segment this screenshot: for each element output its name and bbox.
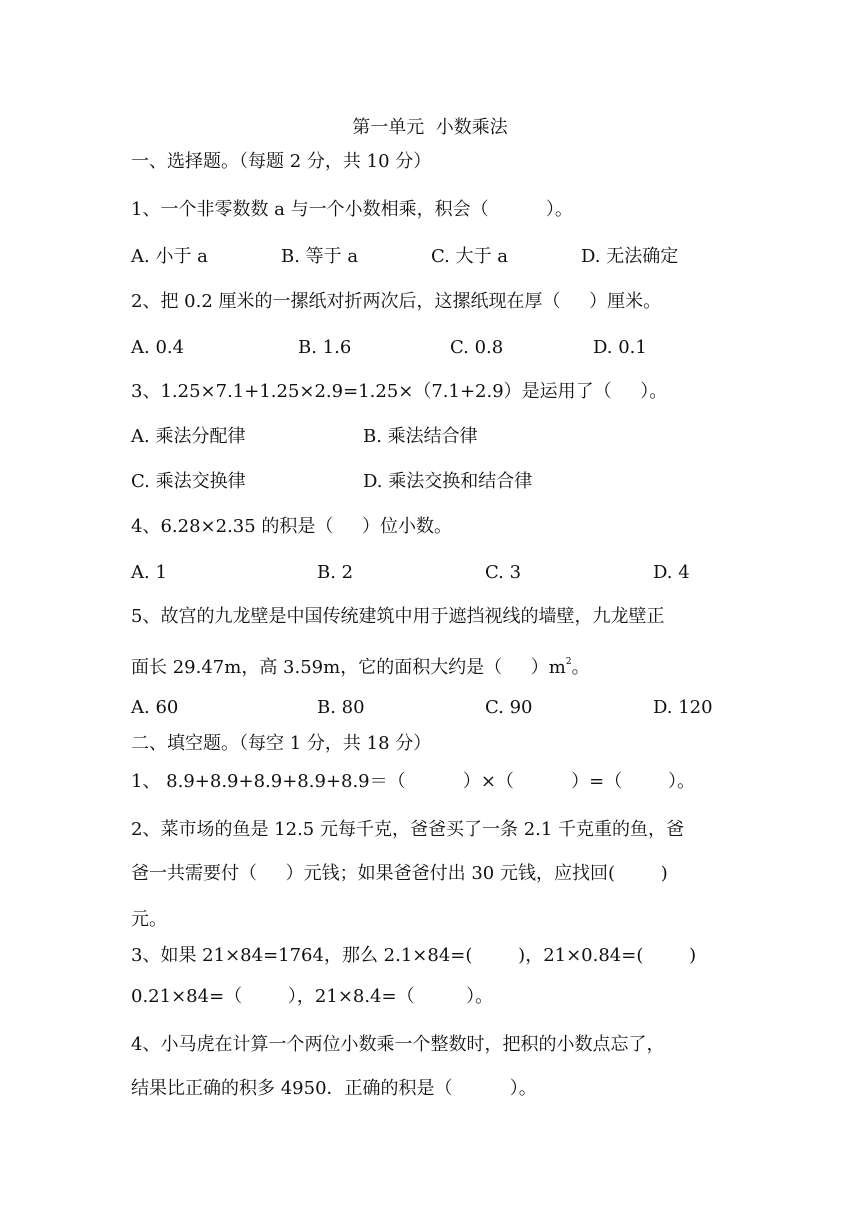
fill-question-2-line-2: 爸一共需要付（ ）元钱；如果爸爸付出 30 元钱，应找回( ) [131,863,668,884]
section-heading-fill: 二、填空题。（每空 1 分，共 18 分） [131,733,432,754]
option-b: B. 乘法结合律 [363,426,478,447]
choice-question-2: 2、把 0.2 厘米的一摞纸对折两次后，这摞纸现在厚（ ）厘米。 [131,291,662,312]
superscript-squared: 2 [565,657,572,667]
fill-question-2-line-1: 2、菜市场的鱼是 12.5 元每千克，爸爸买了一条 2.1 千克重的鱼，爸 [131,819,685,840]
option-b: B. 80 [317,697,365,718]
fill-question-4-line-2: 结果比正确的积多 4950．正确的积是（ ）。 [131,1078,537,1099]
fill-question-1: 1、 8.9+8.9+8.9+8.9+8.9＝（ ）×（ ）=（ ）。 [131,771,696,792]
fill-question-3-line-2: 0.21×84=（ ），21×8.4=（ ）。 [131,986,494,1007]
fill-question-3-line-1: 3、如果 21×84=1764，那么 2.1×84=( )，21×0.84=( ) [131,945,697,966]
option-a: A. 60 [131,697,179,718]
option-d: D. 乘法交换和结合律 [363,471,533,492]
fill-question-2-line-3: 元。 [131,909,167,930]
choice-question-4: 4、6.28×2.35 的积是（ ）位小数。 [131,516,453,537]
option-a: A. 乘法分配律 [131,426,246,447]
option-b: B. 2 [317,562,354,583]
option-c: C. 3 [485,562,522,583]
choice-question-3: 3、1.25×7.1+1.25×2.9=1.25×（7.1+2.9）是运用了（ ）。 [131,381,668,402]
question-text: 面长 29.47m，高 3.59m，它的面积大约是（ ）m [131,657,566,678]
option-c: C. 90 [485,697,533,718]
section-heading-choice: 一、选择题。（每题 2 分，共 10 分） [131,151,432,172]
option-b: B. 1.6 [298,337,352,358]
option-a: A. 1 [131,562,167,583]
question-end: 。 [571,657,590,678]
option-c: C. 大于 a [431,246,509,267]
option-a: A. 小于 a [131,246,208,267]
option-c: C. 0.8 [450,337,504,358]
page-title: 第一单元 小数乘法 [352,117,508,138]
choice-question-1: 1、一个非零数数 a 与一个小数相乘，积会（ ）。 [131,199,573,220]
option-d: D. 无法确定 [581,246,679,267]
choice-question-5-line-2 [131,650,590,680]
option-a: A. 0.4 [131,337,185,358]
choice-question-5-line-1: 5、故宫的九龙壁是中国传统建筑中用于遮挡视线的墙壁，九龙壁正 [131,606,665,627]
option-d: D. 4 [653,562,690,583]
option-d: D. 120 [653,697,713,718]
option-d: D. 0.1 [593,337,647,358]
fill-question-4-line-1: 4、小马虎在计算一个两位小数乘一个整数时，把积的小数点忘了， [131,1034,665,1055]
option-b: B. 等于 a [281,246,359,267]
option-c: C. 乘法交换律 [131,471,246,492]
